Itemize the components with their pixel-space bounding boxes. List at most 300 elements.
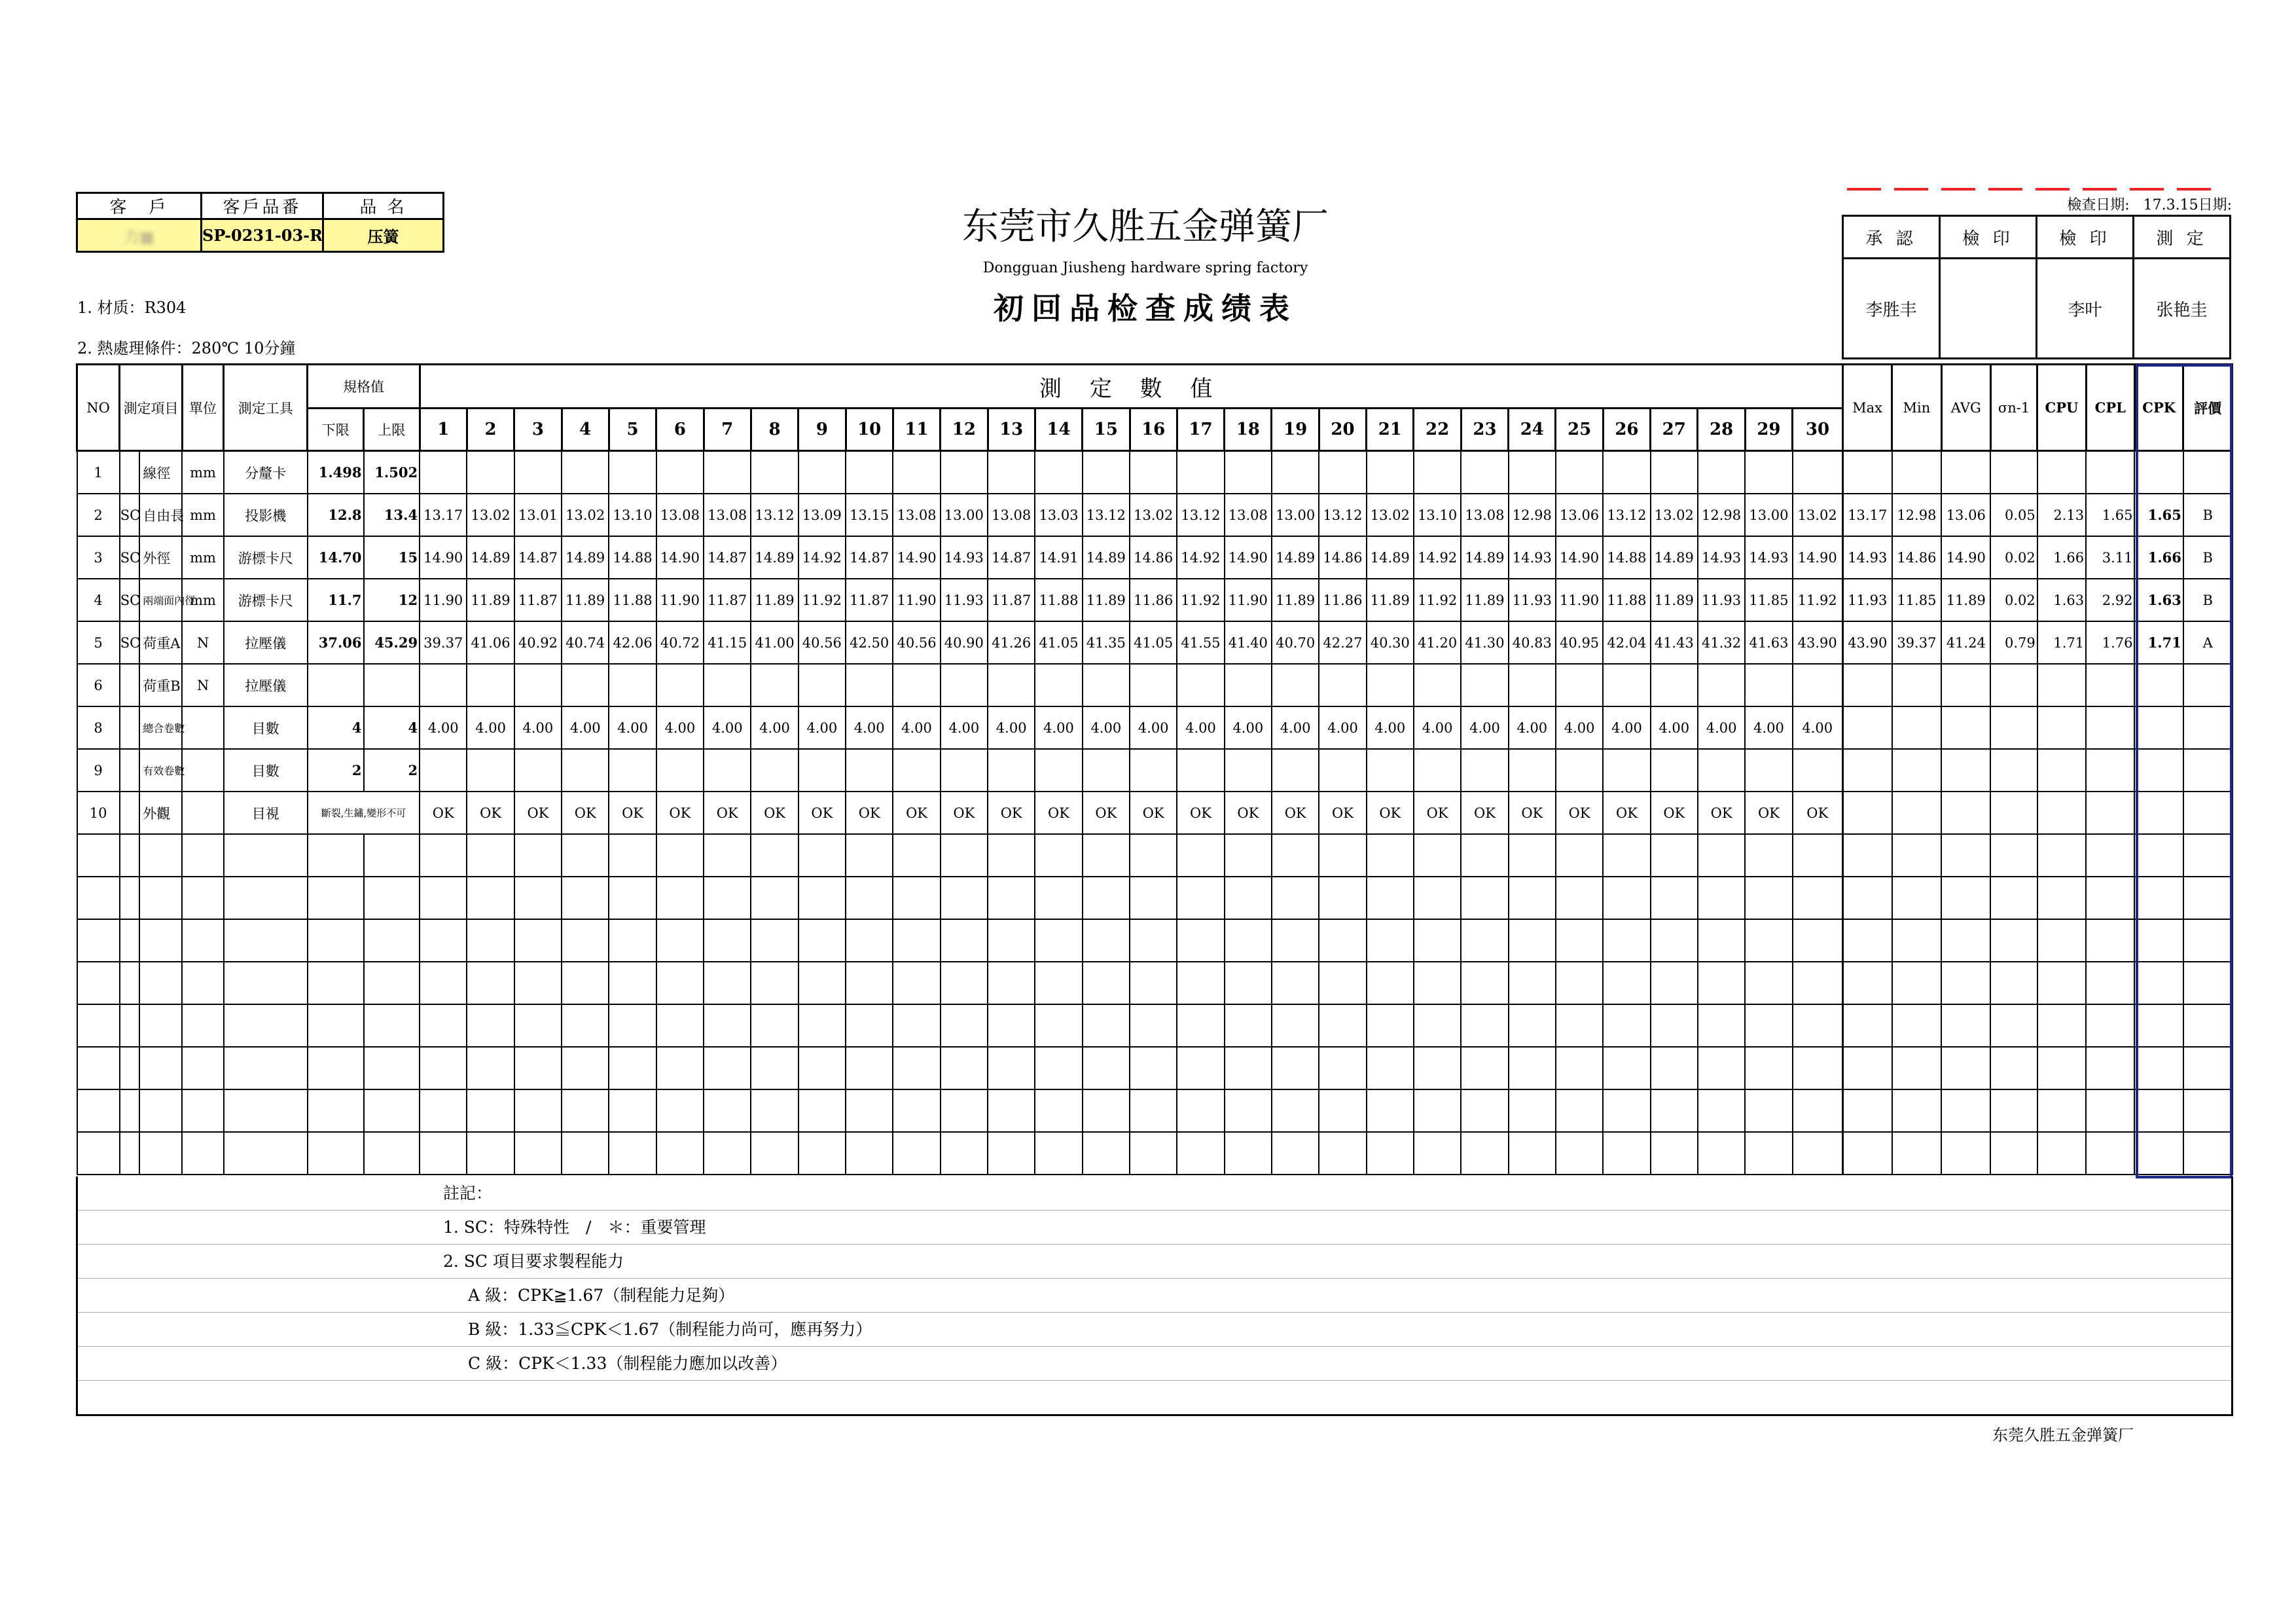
measure-value-cell (1319, 451, 1366, 494)
row-lower-limit: 37.06 (308, 621, 364, 664)
empty-cell (1842, 919, 1892, 962)
measure-value-cell: 11.89 (751, 579, 798, 621)
measure-value-cell: 11.93 (941, 579, 988, 621)
row-sc-mark (120, 664, 140, 706)
measure-value-cell (1651, 664, 1698, 706)
empty-cell (2134, 1047, 2183, 1089)
empty-cell (1603, 1132, 1650, 1175)
sample-number-header: 12 (941, 409, 988, 451)
row-cpk (2134, 792, 2183, 834)
empty-cell (1367, 962, 1414, 1004)
empty-cell (1892, 877, 1941, 919)
measure-value-cell: 14.87 (846, 536, 893, 579)
empty-cell (609, 834, 656, 877)
col-sigma: σn-1 (1990, 365, 2037, 451)
measure-value-cell: 14.89 (1651, 536, 1698, 579)
measure-value-cell: 13.08 (656, 494, 704, 536)
measure-value-cell: 13.02 (562, 494, 609, 536)
row-sigma (1990, 792, 2037, 834)
empty-cell (2183, 1089, 2233, 1132)
note-grade-b: B 級：1.33≦CPK＜1.67（制程能力尚可，應再努力） (78, 1313, 2231, 1347)
empty-cell (364, 877, 420, 919)
empty-cell (77, 1132, 120, 1175)
measure-value-cell: 39.37 (420, 621, 467, 664)
empty-cell (1603, 1047, 1650, 1089)
empty-row (77, 1047, 2233, 1089)
empty-cell (704, 1047, 751, 1089)
empty-cell (798, 1004, 846, 1047)
empty-cell (364, 834, 420, 877)
measure-value-cell (514, 664, 562, 706)
empty-cell (224, 1004, 308, 1047)
measure-value-cell: 4.00 (1745, 706, 1792, 749)
sample-number-header: 30 (1793, 409, 1843, 451)
empty-cell (224, 1089, 308, 1132)
empty-cell (182, 877, 223, 919)
notes-section (76, 1176, 2233, 1416)
measure-value-cell: 14.91 (1035, 536, 1082, 579)
empty-cell (1130, 1047, 1177, 1089)
measure-value-cell: 13.01 (514, 494, 562, 536)
empty-cell (562, 962, 609, 1004)
measure-value-cell: 11.90 (893, 579, 940, 621)
measure-value-cell: 14.89 (1367, 536, 1414, 579)
row-no: 1 (77, 451, 120, 494)
empty-cell (2086, 1047, 2134, 1089)
measure-value-cell: 14.87 (514, 536, 562, 579)
row-tool: 分釐卡 (224, 451, 308, 494)
empty-cell (420, 877, 467, 919)
empty-cell (1651, 877, 1698, 919)
inspect-header-2: 檢 印 (2037, 216, 2134, 259)
col-unit: 單位 (182, 365, 223, 451)
empty-cell (2037, 962, 2086, 1004)
empty-cell (893, 877, 940, 919)
empty-cell (2037, 1089, 2086, 1132)
empty-cell (1603, 877, 1650, 919)
empty-cell (1035, 1132, 1082, 1175)
empty-cell (1130, 962, 1177, 1004)
measure-value-cell: 11.92 (798, 579, 846, 621)
measure-value-cell: 11.93 (1698, 579, 1745, 621)
measure-value-cell: 4.00 (1651, 706, 1698, 749)
row-sc-mark (120, 749, 140, 792)
measure-value-cell: 14.88 (609, 536, 656, 579)
empty-cell (182, 834, 223, 877)
empty-cell (1177, 877, 1224, 919)
row-avg (1941, 664, 1990, 706)
empty-cell (308, 1089, 364, 1132)
measure-value-cell: OK (1035, 792, 1082, 834)
measurer-name: 张艳圭 (2134, 259, 2231, 359)
empty-cell (1603, 962, 1650, 1004)
row-cpl (2086, 749, 2134, 792)
empty-cell (609, 1004, 656, 1047)
empty-row (77, 962, 2233, 1004)
measure-value-cell: 11.88 (1035, 579, 1082, 621)
empty-cell (1745, 1047, 1792, 1089)
measure-value-cell (1319, 664, 1366, 706)
row-max: 13.17 (1842, 494, 1892, 536)
col-measure-values: 測 定 數 值 (420, 365, 1842, 409)
measure-value-cell: 11.86 (1130, 579, 1177, 621)
empty-cell (846, 1132, 893, 1175)
empty-cell (1225, 1089, 1272, 1132)
col-avg: AVG (1941, 365, 1990, 451)
note-2: 2. SC 項目要求製程能力 (78, 1245, 2231, 1279)
empty-cell (1035, 1089, 1082, 1132)
measure-value-cell: 4.00 (893, 706, 940, 749)
measure-value-cell (467, 664, 514, 706)
row-sigma (1990, 451, 2037, 494)
measure-value-cell: 13.08 (893, 494, 940, 536)
measure-value-cell: 11.87 (988, 579, 1035, 621)
measure-value-cell: 4.00 (1272, 706, 1319, 749)
empty-cell (1035, 877, 1082, 919)
empty-cell (1130, 877, 1177, 919)
empty-cell (224, 1132, 308, 1175)
measure-value-cell (1509, 664, 1556, 706)
empty-cell (2037, 919, 2086, 962)
sample-number-header: 15 (1083, 409, 1130, 451)
measure-value-cell: OK (704, 792, 751, 834)
row-unit: mm (182, 579, 223, 621)
empty-cell (514, 1047, 562, 1089)
empty-cell (308, 1004, 364, 1047)
row-tool: 目視 (224, 792, 308, 834)
empty-cell (988, 1089, 1035, 1132)
row-lower-limit: 11.7 (308, 579, 364, 621)
measure-value-cell (1035, 664, 1082, 706)
heat-treatment-line: 2. 熱處理條件：280℃ 10分鐘 (77, 339, 296, 357)
empty-cell (467, 919, 514, 962)
measure-value-cell: 13.02 (1367, 494, 1414, 536)
measure-value-cell: 13.00 (1745, 494, 1792, 536)
empty-cell (609, 919, 656, 962)
empty-cell (562, 877, 609, 919)
empty-cell (1745, 919, 1792, 962)
measure-value-cell (562, 749, 609, 792)
empty-cell (467, 1004, 514, 1047)
empty-cell (2037, 834, 2086, 877)
sample-number-header: 17 (1177, 409, 1224, 451)
empty-cell (139, 1047, 182, 1089)
empty-cell (1651, 834, 1698, 877)
empty-cell (1842, 962, 1892, 1004)
table-row (77, 451, 2233, 494)
empty-cell (1698, 877, 1745, 919)
empty-cell (2086, 1004, 2134, 1047)
measure-value-cell: 11.92 (1177, 579, 1224, 621)
row-upper-limit: 1.502 (364, 451, 420, 494)
measure-value-cell: 43.90 (1793, 621, 1843, 664)
measure-value-cell (1509, 451, 1556, 494)
empty-cell (2086, 919, 2134, 962)
empty-cell (1414, 919, 1461, 962)
row-max: 43.90 (1842, 621, 1892, 664)
empty-cell (2134, 877, 2183, 919)
empty-cell (2134, 962, 2183, 1004)
row-grade: A (2183, 621, 2233, 664)
measure-value-cell (893, 451, 940, 494)
empty-cell (514, 1004, 562, 1047)
empty-cell (77, 877, 120, 919)
empty-cell (1414, 877, 1461, 919)
row-sigma: 0.79 (1990, 621, 2037, 664)
measure-value-cell: OK (1272, 792, 1319, 834)
measure-value-cell: 13.12 (1319, 494, 1366, 536)
row-lower-limit: 14.70 (308, 536, 364, 579)
approver-name: 李胜丰 (1843, 259, 1940, 359)
measure-value-cell: OK (798, 792, 846, 834)
measure-value-cell: 14.90 (420, 536, 467, 579)
empty-cell (1083, 1004, 1130, 1047)
empty-cell (1990, 1089, 2037, 1132)
measure-value-cell (1272, 749, 1319, 792)
table-row (77, 536, 2233, 579)
empty-cell (1035, 962, 1082, 1004)
measure-value-cell: 4.00 (704, 706, 751, 749)
measure-value-cell (1130, 749, 1177, 792)
empty-cell (1990, 877, 2037, 919)
empty-cell (2037, 1047, 2086, 1089)
sample-number-header: 28 (1698, 409, 1745, 451)
empty-cell (562, 1047, 609, 1089)
measure-value-cell: 4.00 (1367, 706, 1414, 749)
measure-value-cell: OK (1461, 792, 1508, 834)
empty-cell (609, 877, 656, 919)
row-sc-mark: SC (120, 536, 140, 579)
measure-value-cell (704, 664, 751, 706)
measure-value-cell: OK (1414, 792, 1461, 834)
empty-cell (1745, 1004, 1792, 1047)
measure-value-cell (562, 451, 609, 494)
measure-value-cell: 14.89 (1272, 536, 1319, 579)
empty-cell (1842, 877, 1892, 919)
empty-cell (609, 1089, 656, 1132)
row-min (1892, 792, 1941, 834)
empty-cell (77, 962, 120, 1004)
empty-cell (941, 834, 988, 877)
empty-cell (656, 1004, 704, 1047)
row-cpu (2037, 749, 2086, 792)
measure-value-cell (1272, 451, 1319, 494)
empty-cell (1892, 919, 1941, 962)
empty-cell (2183, 1132, 2233, 1175)
measure-value-cell: 13.02 (1651, 494, 1698, 536)
measure-value-cell (1035, 749, 1082, 792)
measure-value-cell: 13.10 (609, 494, 656, 536)
row-avg (1941, 792, 1990, 834)
empty-cell (1793, 1004, 1843, 1047)
empty-cell (846, 962, 893, 1004)
measure-value-cell (988, 749, 1035, 792)
measure-value-cell: 11.92 (1793, 579, 1843, 621)
empty-cell (1745, 834, 1792, 877)
measure-value-cell (1603, 749, 1650, 792)
empty-cell (77, 1047, 120, 1089)
row-upper-limit: 12 (364, 579, 420, 621)
empty-cell (1035, 1004, 1082, 1047)
empty-cell (1556, 834, 1603, 877)
measure-value-cell (1745, 749, 1792, 792)
measure-value-cell: 42.50 (846, 621, 893, 664)
measure-value-cell: 4.00 (1414, 706, 1461, 749)
measure-value-cell (798, 664, 846, 706)
measure-value-cell: 4.00 (798, 706, 846, 749)
empty-cell (467, 1132, 514, 1175)
empty-cell (514, 1089, 562, 1132)
empty-cell (704, 1132, 751, 1175)
measure-value-cell: 11.90 (656, 579, 704, 621)
col-grade: 評價 (2183, 365, 2233, 451)
row-unit (182, 792, 223, 834)
empty-cell (467, 1089, 514, 1132)
empty-cell (1990, 919, 2037, 962)
sample-number-header: 26 (1603, 409, 1650, 451)
measure-value-cell: 41.43 (1651, 621, 1698, 664)
empty-cell (798, 877, 846, 919)
row-tool: 目數 (224, 706, 308, 749)
row-tool: 目數 (224, 749, 308, 792)
empty-cell (704, 834, 751, 877)
measure-value-cell (1556, 749, 1603, 792)
measure-value-cell: 4.00 (846, 706, 893, 749)
empty-cell (2134, 1132, 2183, 1175)
empty-cell (1367, 834, 1414, 877)
empty-cell (1941, 1089, 1990, 1132)
empty-cell (308, 1132, 364, 1175)
measure-value-cell: OK (1130, 792, 1177, 834)
measure-value-cell: 40.95 (1556, 621, 1603, 664)
empty-cell (751, 877, 798, 919)
empty-cell (2183, 834, 2233, 877)
empty-cell (1414, 834, 1461, 877)
measure-value-cell: OK (1556, 792, 1603, 834)
measure-value-cell (1509, 749, 1556, 792)
empty-cell (224, 919, 308, 962)
measure-value-cell: 40.56 (798, 621, 846, 664)
empty-cell (120, 877, 140, 919)
empty-cell (1272, 1132, 1319, 1175)
empty-cell (941, 1004, 988, 1047)
measure-value-cell: OK (1367, 792, 1414, 834)
empty-cell (420, 962, 467, 1004)
empty-cell (1941, 834, 1990, 877)
empty-cell (1272, 1047, 1319, 1089)
measure-value-cell (1083, 749, 1130, 792)
measure-value-cell (609, 664, 656, 706)
col-max: Max (1842, 365, 1892, 451)
row-grade (2183, 664, 2233, 706)
measure-value-cell: OK (1083, 792, 1130, 834)
table-row (77, 579, 2233, 621)
empty-cell (1698, 962, 1745, 1004)
empty-cell (704, 877, 751, 919)
empty-cell (1367, 1132, 1414, 1175)
check-date-label: 檢查日期: (2067, 197, 2130, 213)
measure-value-cell: 11.86 (1319, 579, 1366, 621)
measure-value-cell (941, 451, 988, 494)
row-no: 2 (77, 494, 120, 536)
table-row (77, 749, 2233, 792)
empty-cell (120, 834, 140, 877)
empty-cell (2037, 1132, 2086, 1175)
empty-cell (704, 1089, 751, 1132)
empty-cell (1651, 962, 1698, 1004)
empty-cell (182, 1047, 223, 1089)
company-name-en: Dongguan Jiusheng hardware spring factory (982, 260, 1308, 276)
measure-value-cell: 41.20 (1414, 621, 1461, 664)
row-item: 自由長 (139, 494, 182, 536)
table-row (77, 621, 2233, 664)
row-sigma: 0.05 (1990, 494, 2037, 536)
empty-cell (1083, 919, 1130, 962)
empty-cell (308, 877, 364, 919)
empty-cell (751, 1132, 798, 1175)
empty-cell (364, 1132, 420, 1175)
row-grade (2183, 451, 2233, 494)
empty-cell (308, 919, 364, 962)
measure-value-cell (1083, 664, 1130, 706)
empty-cell (2134, 1089, 2183, 1132)
measure-value-cell: OK (751, 792, 798, 834)
sample-number-header: 18 (1225, 409, 1272, 451)
measure-value-cell: 13.08 (1461, 494, 1508, 536)
empty-cell (1603, 919, 1650, 962)
empty-cell (846, 834, 893, 877)
empty-cell (1225, 962, 1272, 1004)
empty-cell (1842, 1047, 1892, 1089)
row-cpk (2134, 706, 2183, 749)
measure-value-cell (1556, 451, 1603, 494)
measure-value-cell: OK (656, 792, 704, 834)
measure-value-cell (1319, 749, 1366, 792)
empty-cell (1367, 1089, 1414, 1132)
row-tool: 拉壓儀 (224, 664, 308, 706)
measure-value-cell: 40.83 (1509, 621, 1556, 664)
measure-value-cell (1745, 664, 1792, 706)
empty-cell (1225, 1004, 1272, 1047)
row-grade (2183, 706, 2233, 749)
empty-cell (941, 1047, 988, 1089)
measure-value-cell: 42.06 (609, 621, 656, 664)
empty-cell (704, 919, 751, 962)
col-cpu: CPU (2037, 365, 2086, 451)
measure-value-cell: 11.93 (1509, 579, 1556, 621)
material-line: 1. 材质：R304 (77, 299, 187, 317)
row-item: 外觀 (139, 792, 182, 834)
empty-cell (139, 1089, 182, 1132)
measure-value-cell: 11.89 (1367, 579, 1414, 621)
empty-cell (1414, 962, 1461, 1004)
measure-value-cell (1177, 749, 1224, 792)
empty-cell (1745, 877, 1792, 919)
table-row (77, 706, 2233, 749)
empty-cell (467, 834, 514, 877)
row-cpu (2037, 451, 2086, 494)
table-row (77, 494, 2233, 536)
empty-cell (1319, 834, 1366, 877)
empty-cell (562, 1004, 609, 1047)
empty-cell (846, 1004, 893, 1047)
measure-value-cell: 4.00 (1793, 706, 1843, 749)
empty-cell (2086, 1132, 2134, 1175)
empty-cell (1745, 1132, 1792, 1175)
empty-cell (182, 919, 223, 962)
measure-value-cell: 4.00 (1319, 706, 1366, 749)
measure-value-cell: 13.08 (1225, 494, 1272, 536)
